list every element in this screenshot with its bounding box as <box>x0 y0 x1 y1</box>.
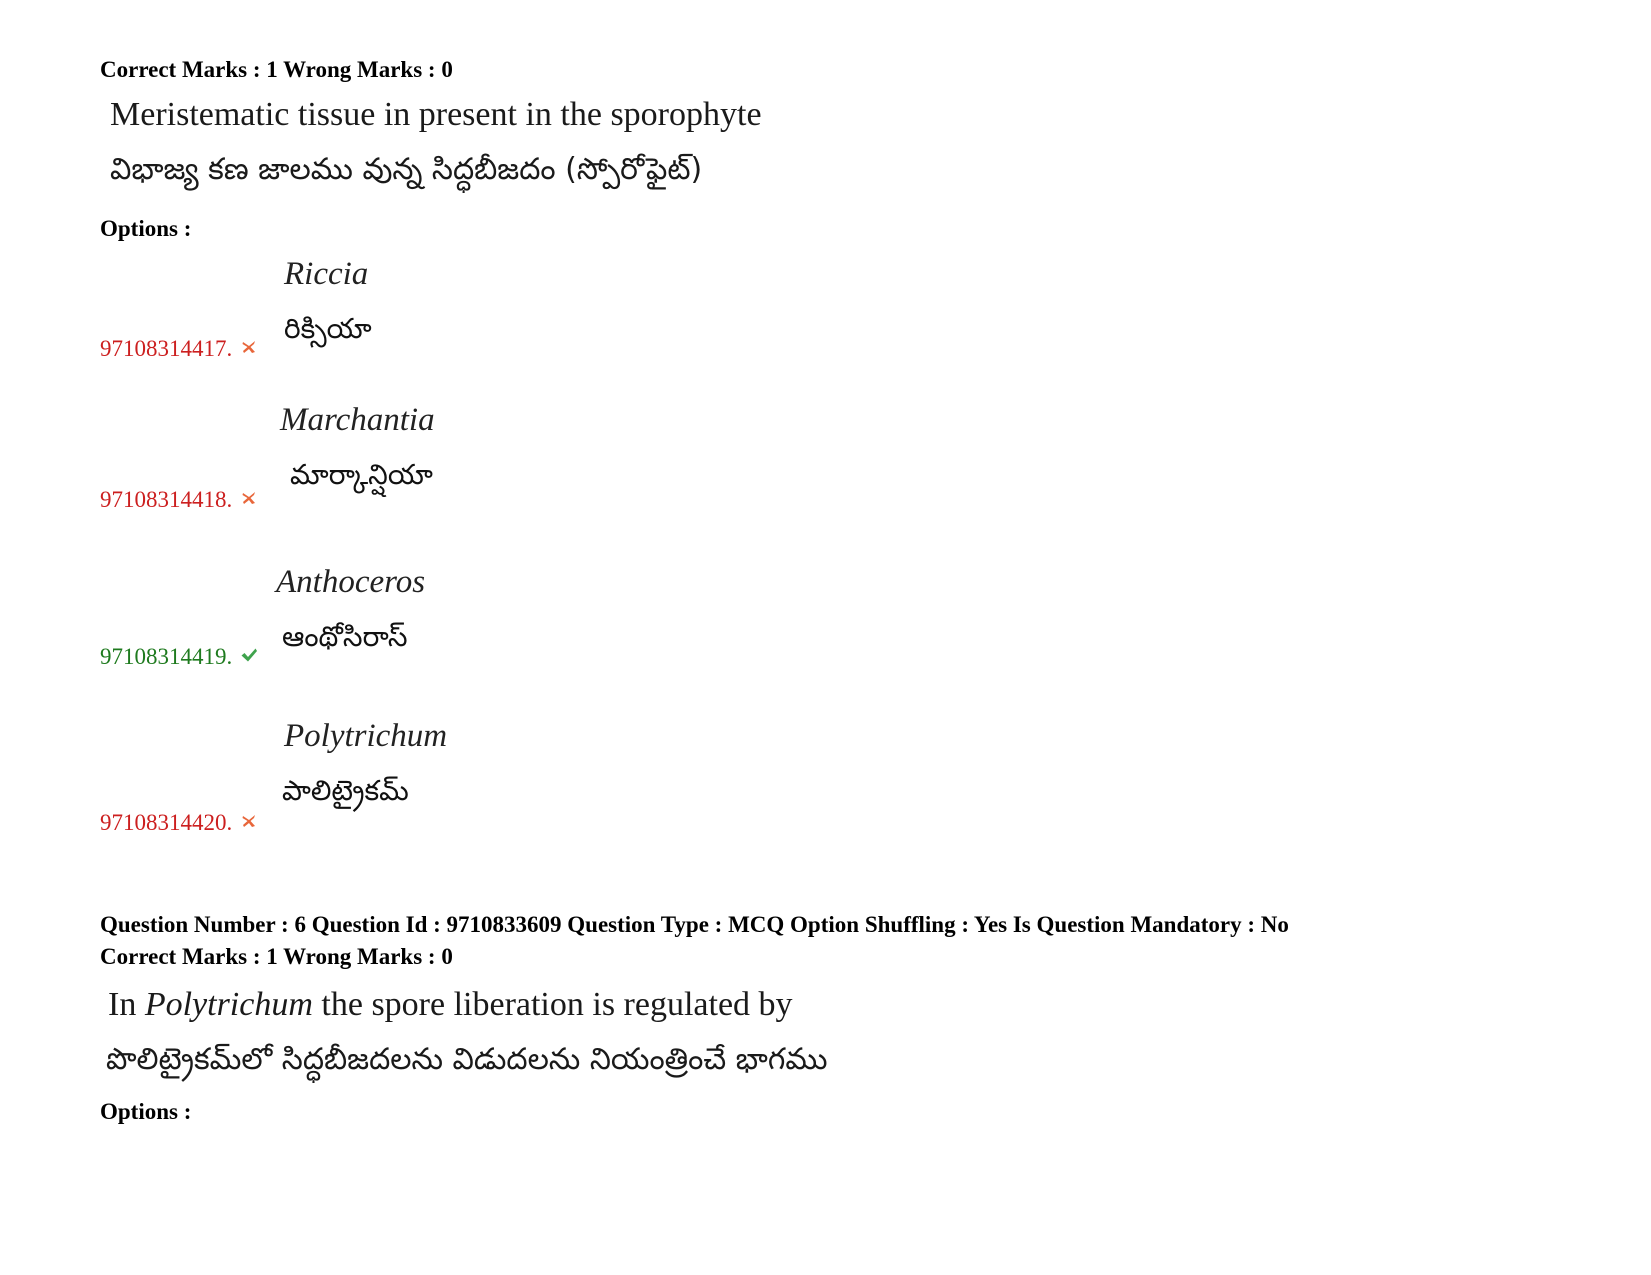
option-2-telugu: మార్కాన్షియా <box>290 458 433 491</box>
option-1-id-text: 97108314417. <box>100 336 233 361</box>
option-1-telugu: రిక్సియా <box>284 312 372 345</box>
q5-options-label: Options : <box>100 216 192 241</box>
option-1-english: Riccia <box>284 256 369 292</box>
option-4-telugu: పాలిట్రైకమ్ <box>282 774 409 807</box>
q6-marks: Correct Marks : 1 Wrong Marks : 0 <box>100 944 453 969</box>
q6-question-english <box>108 986 793 1024</box>
option-3-telugu: ఆంథోసిరాస్ <box>282 620 408 653</box>
option-4-id <box>100 810 258 836</box>
q6-question-en-pre: In <box>108 986 137 1023</box>
option-3-id <box>100 644 258 670</box>
q6-question-telugu: పొలిట్రైకమ్‌లో సిద్ధబీజదలను విడుదలను నియంత్రించే భాగము <box>106 1042 828 1077</box>
cross-icon <box>240 338 258 356</box>
q5-marks: Correct Marks : 1 Wrong Marks : 0 <box>100 57 453 82</box>
option-3-id-text: 97108314419. <box>100 644 233 669</box>
q6-question-en-italic: Polytrichum <box>144 986 313 1023</box>
option-4-id-text: 97108314420. <box>100 810 233 835</box>
option-1-id <box>100 336 258 362</box>
q5-question-english: Meristematic tissue in present in the sporophyte <box>110 96 762 133</box>
option-3-english: Anthoceros <box>276 564 426 600</box>
q6-question-en-post: the spore liberation is regulated by <box>321 986 793 1023</box>
q6-options-label: Options : <box>100 1099 192 1124</box>
q5-question-telugu: విభాజ్య కణ జాలము వున్న సిద్ధబీజదం (స్పోరోఫైట్) <box>110 152 703 187</box>
cross-icon <box>240 812 258 830</box>
option-4-english: Polytrichum <box>284 718 448 754</box>
option-2-english: Marchantia <box>280 402 435 438</box>
cross-icon <box>240 489 258 507</box>
option-2-id-text: 97108314418. <box>100 487 233 512</box>
check-icon <box>240 646 258 664</box>
q6-header: Question Number : 6 Question Id : 9710833609 Question Type : MCQ Option Shuffling : Yes Is Question Mandatory : No <box>100 912 1289 937</box>
option-2-id <box>100 487 258 513</box>
